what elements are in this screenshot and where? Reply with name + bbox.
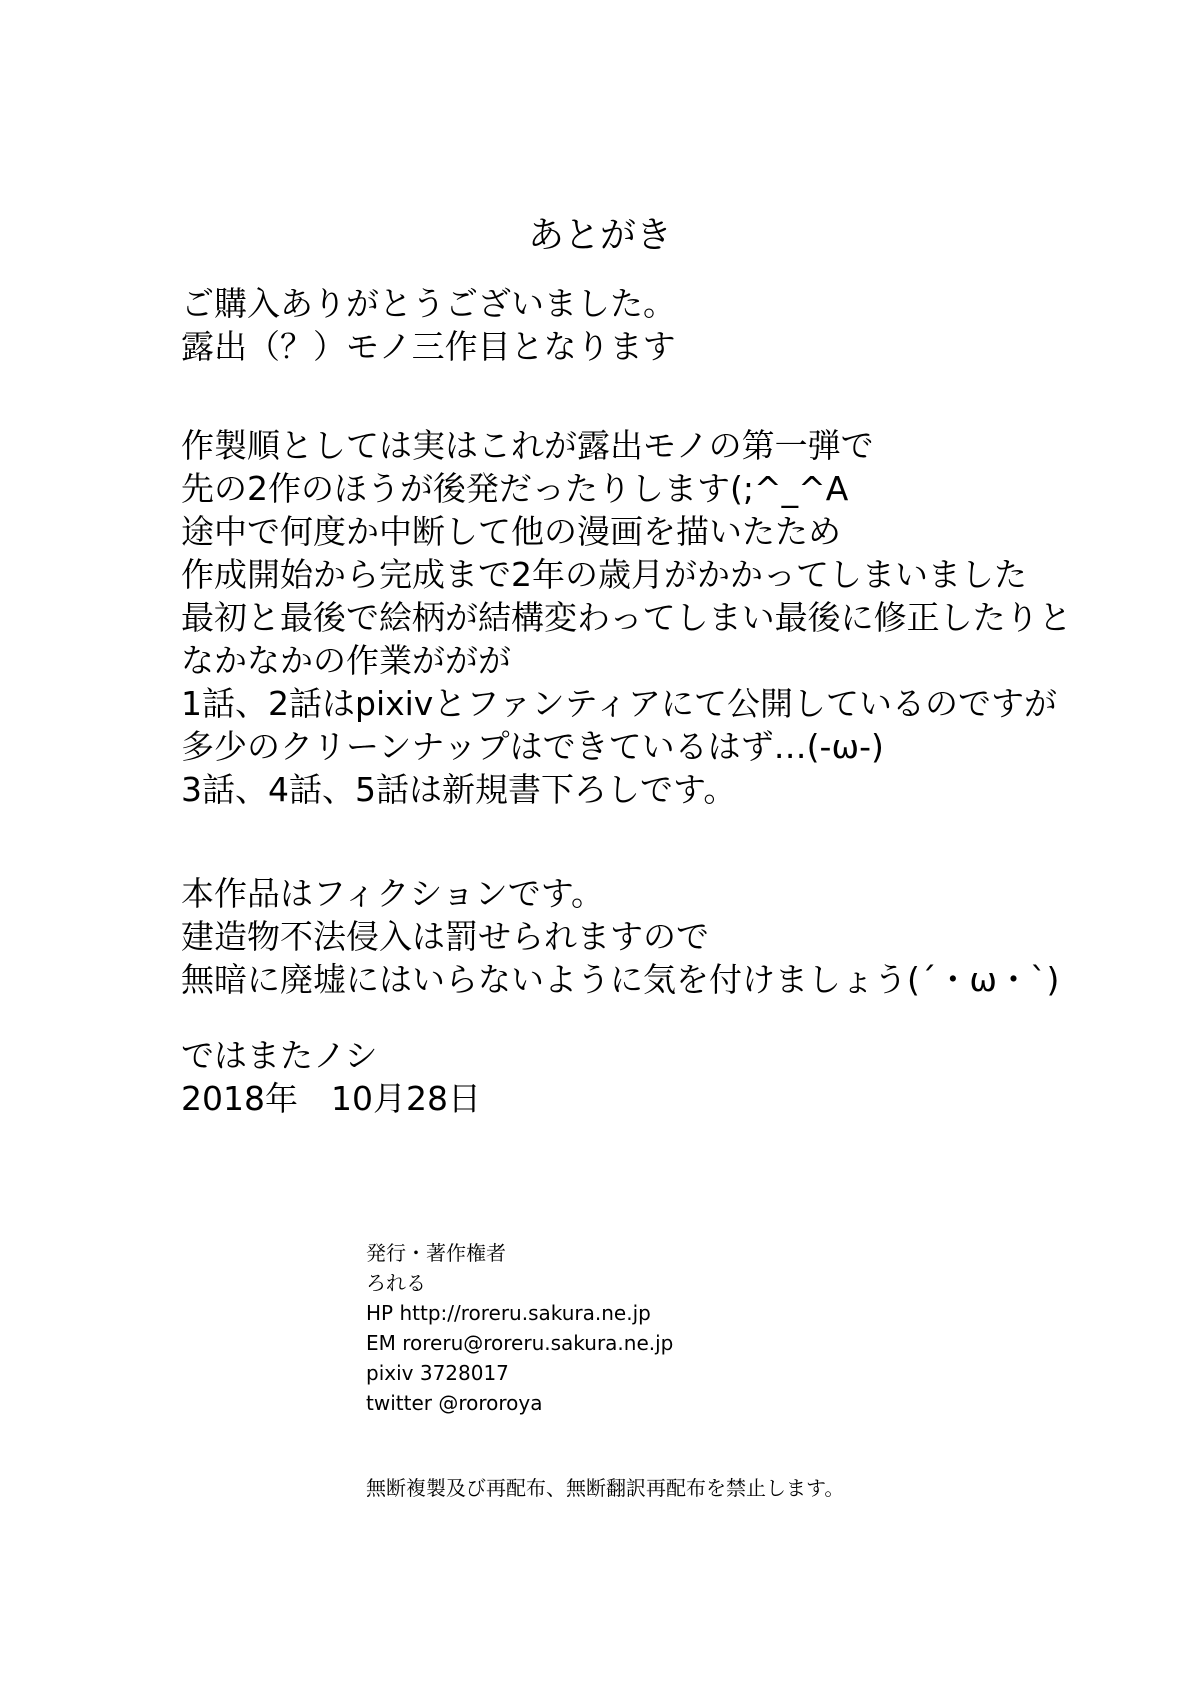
credits-heading: 発行・著作権者 [366,1241,506,1265]
greeting-line: 露出（？）モノ三作目となります [181,327,676,366]
twitter-handle: twitter @rororoya [366,1391,543,1415]
story-line: 1話、2話はpixivとファンティアにて公開しているのですが [181,684,1058,723]
story-line: 多少のクリーンナップはできているはず…(-ω-) [181,727,884,766]
greeting-line: ご購入ありがとうございました。 [181,284,676,323]
credits-block [366,1238,1066,1418]
story-block [181,424,1081,811]
date-line: 2018年 10月28日 [181,1079,481,1118]
story-line: なかなかの作業ががが [181,641,511,680]
pixiv-id: pixiv 3728017 [366,1361,509,1385]
story-line: 先の2作のほうが後発だったりします(;^_^A [181,469,849,508]
page-title: あとがき [527,215,672,256]
story-line: 3話、4話、5話は新規書下ろしです。 [181,770,737,809]
disclaimer-line: 建造物不法侵入は罰せられますので [181,917,709,956]
greeting-block [181,282,1081,368]
disclaimer-line: 無暗に廃墟にはいらないように気を付けましょう(´・ω・`) [181,960,1060,999]
closing-line: ではまたノシ [181,1036,378,1075]
story-line: 途中で何度か中断して他の漫画を描いたため [181,512,841,551]
copyright-notice: 無断複製及び再配布、無断翻訳再配布を禁止します。 [366,1476,845,1500]
disclaimer-line: 本作品はフィクションです。 [181,874,605,913]
story-line: 最初と最後で絵柄が結構変わってしまい最後に修正したりと [181,598,1072,637]
email-address: EM roreru@roreru.sakura.ne.jp [366,1331,674,1355]
story-line: 作製順としては実はこれが露出モノの第一弾で [181,426,874,465]
author-name: ろれる [366,1271,426,1295]
homepage-url: HP http://roreru.sakura.ne.jp [366,1301,651,1325]
disclaimer-block [181,872,1081,1001]
closing-block [181,1034,1081,1120]
story-line: 作成開始から完成まで2年の歳月がかかってしまいました [181,555,1027,594]
